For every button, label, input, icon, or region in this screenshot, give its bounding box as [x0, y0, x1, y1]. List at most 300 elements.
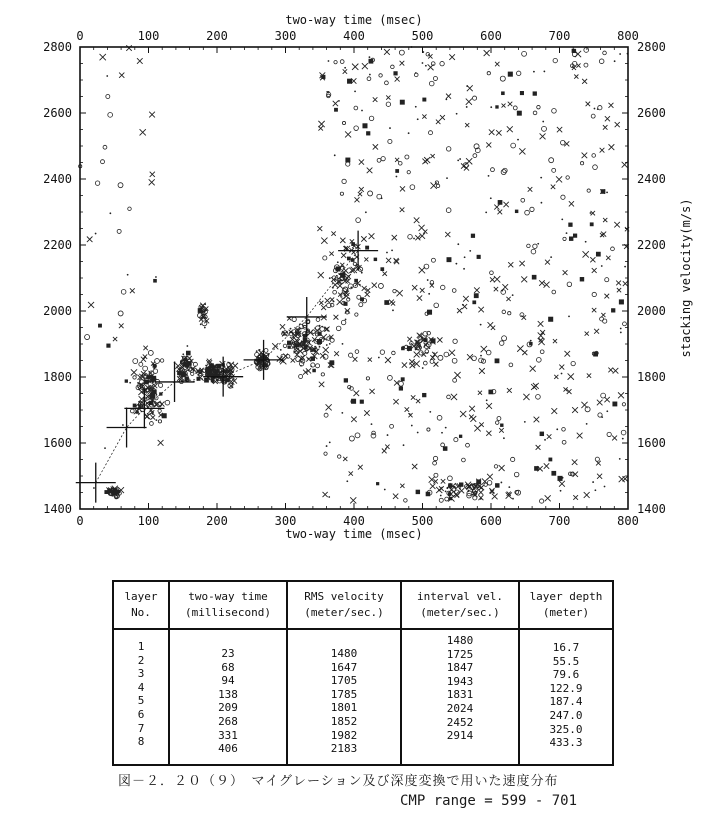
scatter-circle [108, 112, 113, 117]
scatter-dot [454, 486, 456, 488]
scatter-circle [381, 156, 385, 160]
scatter-dot [415, 106, 417, 108]
scatter-dot [594, 108, 596, 110]
scatter-circle [346, 162, 350, 166]
scatter-cross [436, 487, 442, 493]
scatter-cross [587, 373, 591, 377]
x-tick-label: 700 [548, 514, 571, 528]
scatter-square [495, 483, 499, 487]
scatter-cross [503, 202, 508, 207]
scatter-dot [524, 421, 526, 423]
scatter-dot [341, 412, 343, 414]
scatter-cross [584, 492, 590, 498]
scatter-cross [437, 337, 442, 342]
scatter-square [374, 258, 377, 261]
scatter-dot [604, 486, 606, 488]
scatter-cross [88, 302, 94, 308]
scatter-dot [541, 202, 543, 204]
y-tick-label-right: 2800 [637, 40, 666, 54]
table-cell: 1852 [330, 714, 358, 728]
scatter-square [532, 275, 537, 280]
scatter-square [98, 324, 102, 328]
scatter-circle [525, 210, 530, 215]
scatter-circle [355, 313, 358, 316]
scatter-circle [410, 185, 415, 190]
scatter-square [106, 344, 110, 348]
scatter-square [472, 300, 476, 304]
scatter-circle [424, 264, 429, 269]
scatter-cross [446, 94, 451, 99]
table-cell: 79.6 [552, 668, 580, 682]
scatter-circle [388, 375, 393, 380]
scatter-circle [433, 456, 437, 460]
scatter-circle [431, 258, 435, 262]
scatter-cross [440, 115, 445, 120]
scatter-circle [552, 168, 556, 172]
scatter-cross [623, 476, 628, 481]
scatter-cross [508, 102, 513, 107]
scatter-circle [462, 458, 466, 462]
scatter-cross [574, 75, 578, 79]
scatter-cross [608, 368, 613, 373]
scatter-cross [554, 375, 558, 379]
scatter-cross [382, 449, 387, 454]
y-axis-title: stacking velocity(m/s) [679, 198, 693, 358]
table-cell: 94 [221, 674, 235, 688]
scatter-circle [580, 162, 583, 165]
scatter-dot [601, 416, 603, 418]
scatter-cross [603, 125, 608, 130]
scatter-cross [384, 49, 390, 55]
table-cell: 5 [137, 694, 145, 708]
scatter-circle [286, 355, 290, 359]
x-tick-label: 800 [617, 514, 639, 528]
scatter-dot [147, 413, 149, 415]
scatter-circle [334, 61, 337, 64]
x-tick-label-top: 600 [480, 29, 502, 43]
scatter-cross [489, 488, 494, 493]
table-cell: 406 [218, 742, 238, 756]
scatter-cross [414, 217, 420, 223]
scatter-circle [591, 114, 595, 118]
scatter-points [79, 45, 630, 503]
scatter-cross [494, 205, 499, 210]
scatter-circle [348, 284, 353, 289]
table-cell: 2024 [446, 701, 474, 715]
scatter-cross [422, 159, 428, 165]
scatter-dot [503, 437, 505, 439]
scatter-cross [113, 337, 117, 341]
x-tick-label: 500 [411, 514, 434, 528]
velocity-pick-marker [107, 407, 147, 447]
scatter-circle [292, 317, 296, 321]
scatter-square [520, 91, 524, 95]
scatter-circle [324, 452, 327, 455]
scatter-square [508, 72, 513, 77]
scatter-circle [592, 154, 596, 158]
scatter-cross [319, 301, 323, 305]
scatter-cross [349, 471, 353, 475]
scatter-circle [530, 207, 534, 211]
scatter-circle [355, 433, 360, 438]
scatter-square [312, 369, 316, 373]
scatter-cross [153, 384, 157, 388]
scatter-cross [540, 133, 546, 139]
scatter-dot [530, 340, 532, 342]
scatter-circle [537, 105, 540, 108]
scatter-dot [428, 293, 430, 295]
scatter-dot [307, 358, 309, 360]
scatter-dot [337, 278, 339, 280]
scatter-circle [106, 94, 110, 98]
scatter-cross [489, 129, 495, 135]
scatter-cross [323, 347, 329, 353]
scatter-circle [444, 352, 449, 357]
scatter-cross [539, 280, 545, 286]
scatter-circle [487, 72, 490, 75]
x-tick-label: 100 [137, 514, 160, 528]
scatter-dot [560, 490, 562, 492]
scatter-cross [365, 292, 370, 297]
scatter-dot [392, 309, 394, 311]
scatter-cross [430, 483, 436, 489]
scatter-dot [409, 413, 411, 415]
scatter-dot [624, 266, 626, 268]
scatter-dot [290, 328, 292, 330]
scatter-cross [359, 187, 364, 192]
scatter-cross [519, 261, 524, 266]
x-tick-label: 300 [274, 514, 297, 528]
scatter-cross [479, 368, 485, 374]
scatter-cross [393, 494, 398, 499]
scatter-square [557, 476, 562, 481]
scatter-cross [400, 484, 404, 488]
scatter-circle [622, 403, 625, 406]
scatter-circle [466, 443, 470, 447]
scatter-cross [577, 433, 583, 439]
scatter-cross [373, 97, 378, 102]
header-layer-no: layer No. [113, 581, 169, 629]
scatter-cross [466, 158, 472, 164]
scatter-circle [385, 81, 389, 85]
scatter-circle [536, 395, 541, 400]
scatter-circle [491, 168, 495, 172]
scatter-circle [487, 481, 492, 486]
scatter-dot [413, 238, 415, 240]
table-cell: 7 [137, 721, 145, 735]
scatter-dot [346, 480, 348, 482]
scatter-dot [106, 75, 108, 77]
scatter-square [369, 59, 374, 64]
scatter-square [287, 341, 291, 345]
x-tick-label-top: 700 [548, 29, 571, 43]
layer-table [112, 580, 614, 766]
scatter-circle [446, 147, 451, 152]
scatter-dot [365, 211, 367, 213]
scatter-dot [585, 241, 587, 243]
table-row [113, 629, 613, 765]
scatter-dot [512, 498, 514, 500]
scatter-cross [474, 425, 480, 431]
scatter-circle [429, 81, 434, 86]
scatter-cross [508, 262, 513, 267]
scatter-circle [522, 51, 527, 56]
scatter-cross [343, 457, 347, 461]
scatter-circle [386, 102, 390, 106]
scatter-circle [441, 443, 445, 447]
scatter-dot [480, 355, 482, 357]
scatter-cross [547, 434, 552, 439]
scatter-square [443, 446, 448, 451]
scatter-cross [325, 298, 330, 303]
scatter-cross [445, 232, 450, 237]
scatter-circle [552, 290, 556, 294]
scatter-circle [433, 461, 437, 465]
velocity-pick-marker [155, 362, 195, 402]
scatter-cross [400, 61, 405, 66]
scatter-cross [488, 322, 494, 328]
table-cell: 23 [221, 647, 235, 660]
scatter-cross [469, 406, 475, 412]
scatter-dot [440, 495, 442, 497]
scatter-cross [359, 159, 364, 164]
scatter-cross [369, 389, 374, 394]
scatter-circle [404, 499, 408, 503]
scatter-dot [369, 56, 371, 58]
scatter-circle [121, 290, 126, 295]
scatter-cross [583, 251, 589, 257]
scatter-circle [158, 409, 161, 412]
scatter-cross [582, 79, 587, 84]
scatter-cross [119, 323, 124, 328]
table-cell: 1943 [446, 674, 474, 688]
scatter-circle [440, 61, 444, 65]
scatter-cross [354, 390, 360, 396]
y-tick-label: 2400 [43, 172, 72, 186]
scatter-circle [103, 145, 107, 149]
x-axis-title: two-way time (msec) [285, 527, 423, 541]
scatter-dot [314, 346, 316, 348]
scatter-cross [341, 253, 346, 258]
scatter-cross [373, 144, 378, 149]
scatter-square [568, 223, 572, 227]
scatter-circle [516, 71, 520, 75]
scatter-dot [480, 324, 482, 326]
scatter-circle [607, 432, 611, 436]
scatter-cross [323, 492, 328, 497]
table-cell: 1 [137, 640, 145, 653]
scatter-cross [564, 351, 570, 357]
scatter-square [448, 492, 451, 495]
scatter-cross [318, 121, 324, 127]
scatter-circle [341, 320, 346, 325]
scatter-circle [353, 262, 356, 265]
scatter-dot [328, 496, 330, 498]
header-two-way-time: two-way time (millisecond) [169, 581, 287, 629]
scatter-cross [400, 207, 405, 212]
scatter-square [580, 277, 584, 281]
scatter-dot [486, 399, 488, 401]
scatter-dot [566, 232, 568, 234]
scatter-cross [585, 332, 589, 336]
table-cell: 2183 [330, 742, 358, 756]
scatter-circle [143, 366, 148, 371]
scatter-cross [318, 272, 324, 278]
header-layer-depth: layer depth (meter) [519, 581, 613, 629]
table-cell: 2452 [446, 715, 474, 729]
scatter-circle [446, 208, 451, 213]
scatter-square [184, 376, 188, 380]
scatter-circle [511, 457, 515, 461]
scatter-square [351, 399, 356, 404]
scatter-dot [490, 106, 492, 108]
scatter-cross [551, 408, 557, 414]
table-cell: 122.9 [549, 681, 583, 695]
scatter-dot [568, 315, 570, 317]
scatter-cross [538, 332, 544, 338]
scatter-circle [379, 74, 382, 77]
scatter-dot [387, 434, 389, 436]
scatter-dot [329, 277, 331, 279]
scatter-cross [321, 305, 326, 310]
scatter-circle [118, 183, 123, 188]
scatter-cross [331, 231, 335, 235]
scatter-square [162, 413, 167, 418]
scatter-square [365, 246, 369, 250]
pick-path [96, 251, 358, 483]
scatter-dot [543, 71, 545, 73]
scatter-circle [621, 430, 626, 435]
scatter-cross [396, 290, 402, 296]
scatter-cross [416, 399, 420, 403]
x-tick-label-top: 0 [76, 29, 84, 43]
scatter-cross [424, 157, 430, 163]
scatter-square [449, 497, 452, 500]
scatter-dot [427, 279, 429, 281]
scatter-cross [417, 295, 422, 300]
scatter-dot [361, 110, 363, 112]
scatter-circle [95, 181, 99, 185]
scatter-dot [378, 357, 380, 359]
scatter-cross [467, 85, 473, 91]
scatter-cross [502, 104, 506, 108]
scatter-square [146, 375, 150, 379]
scatter-dot [425, 65, 427, 67]
scatter-square [619, 299, 624, 304]
scatter-cross [119, 73, 124, 78]
scatter-cross [538, 321, 544, 327]
scatter-circle [405, 155, 409, 159]
scatter-dot [205, 309, 207, 311]
scatter-circle [380, 350, 384, 354]
scatter-square [310, 356, 315, 361]
scatter-cross [358, 192, 362, 196]
scatter-cross [464, 165, 469, 170]
scatter-circle [509, 363, 513, 367]
scatter-cross [415, 235, 420, 240]
scatter-dot [344, 67, 346, 69]
scatter-square [459, 435, 462, 438]
scatter-dot [417, 118, 419, 120]
scatter-dot [457, 243, 459, 245]
scatter-cross [340, 238, 345, 243]
scatter-square [426, 492, 431, 497]
scatter-circle [494, 465, 497, 468]
scatter-square [104, 490, 108, 494]
scatter-circle [303, 351, 307, 355]
x-tick-label: 400 [343, 514, 365, 528]
scatter-circle [150, 422, 154, 426]
scatter-circle [378, 283, 383, 288]
y-tick-label: 2000 [43, 304, 72, 318]
y-tick-label-right: 2600 [637, 106, 666, 120]
scatter-dot [445, 427, 447, 429]
scatter-dot [537, 243, 539, 245]
scatter-circle [159, 383, 163, 387]
header-interval-velocity: interval vel. (meter/sec.) [401, 581, 519, 629]
scatter-cross [486, 431, 491, 436]
scatter-dot [371, 423, 373, 425]
scatter-dot [403, 444, 405, 446]
scatter-circle [531, 249, 536, 254]
scatter-square [533, 91, 537, 95]
scatter-square [501, 91, 505, 95]
scatter-square [477, 255, 481, 259]
scatter-square [384, 300, 389, 305]
scatter-circle [623, 322, 627, 326]
scatter-dot [500, 482, 502, 484]
scatter-circle [430, 280, 434, 284]
scatter-square [596, 252, 601, 257]
table-cell: 1831 [446, 688, 474, 702]
scatter-circle [561, 195, 565, 199]
scatter-circle [354, 106, 358, 110]
scatter-dot [508, 486, 510, 488]
scatter-circle [539, 499, 543, 503]
table-cell: 8 [137, 735, 145, 749]
scatter-cross [428, 64, 434, 70]
scatter-cross [569, 201, 574, 206]
x-tick-label: 200 [206, 514, 228, 528]
scatter-cross [318, 126, 323, 131]
scatter-dot [186, 345, 188, 347]
scatter-circle [521, 198, 525, 202]
scatter-cross [368, 358, 372, 362]
scatter-square [569, 236, 573, 240]
scatter-cross [367, 168, 373, 174]
scatter-cross [613, 368, 619, 374]
scatter-cross [559, 481, 565, 487]
scatter-circle [497, 416, 501, 420]
scatter-dot [296, 344, 298, 346]
scatter-cross [531, 384, 537, 390]
scatter-circle [333, 290, 337, 294]
scatter-square [476, 479, 481, 484]
scatter-dot [326, 445, 328, 447]
scatter-dot [586, 423, 588, 425]
scatter-circle [508, 312, 511, 315]
scatter-cross [573, 495, 578, 500]
y-tick-label: 2800 [43, 40, 72, 54]
scatter-circle [434, 473, 438, 477]
scatter-cross [451, 394, 457, 400]
scatter-square [534, 466, 539, 471]
scatter-circle [323, 256, 327, 260]
scatter-dot [93, 487, 95, 489]
scatter-circle [324, 413, 328, 417]
y-tick-label-right: 2000 [637, 304, 666, 318]
scatter-cross [352, 64, 358, 70]
